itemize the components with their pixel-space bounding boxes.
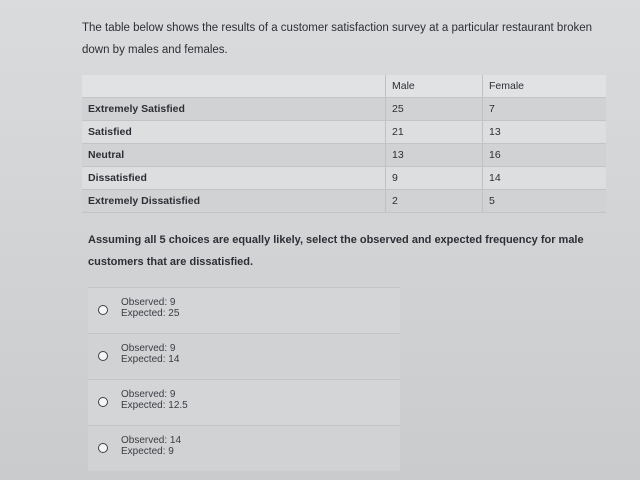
radio-button-icon[interactable] xyxy=(98,351,108,361)
answer-option-4[interactable] xyxy=(88,425,400,471)
male-count: 9 xyxy=(386,167,483,190)
option-text xyxy=(121,343,179,365)
female-count: 16 xyxy=(483,144,607,167)
answer-option-1[interactable] xyxy=(88,287,400,333)
table-row xyxy=(82,121,606,144)
observed-label: Observed: 9 xyxy=(121,389,176,400)
observed-label: Observed: 9 xyxy=(121,343,176,354)
expected-label: Expected: 25 xyxy=(121,308,180,319)
observed-label: Observed: 9 xyxy=(121,297,176,308)
radio-button-icon[interactable] xyxy=(98,397,108,407)
observed-label: Observed: 14 xyxy=(121,435,182,446)
intro-text: The table below shows the results of a customer satisfaction survey at a particular restaurant broken down by males and females. xyxy=(82,22,593,56)
expected-label: Expected: 14 xyxy=(121,354,180,365)
expected-label: Expected: 9 xyxy=(121,446,174,457)
radio-button-icon[interactable] xyxy=(98,305,108,315)
male-count: 13 xyxy=(386,144,483,167)
expected-label: Expected: 12.5 xyxy=(121,400,188,411)
row-label: Neutral xyxy=(82,144,386,167)
option-text xyxy=(121,435,181,457)
answer-option-3[interactable] xyxy=(88,379,400,425)
answer-option-2[interactable] xyxy=(88,333,400,379)
female-count: 7 xyxy=(483,98,607,121)
female-count: 13 xyxy=(483,121,607,144)
radio-button-icon[interactable] xyxy=(98,443,108,453)
table-row xyxy=(82,98,606,121)
question-text: Assuming all 5 choices are equally likely, select the observed and expected frequency for male customers that are dissatisfied. xyxy=(88,234,584,268)
row-label: Dissatisfied xyxy=(82,167,386,190)
header-cell-blank xyxy=(82,75,386,98)
male-count: 21 xyxy=(386,121,483,144)
row-label: Extremely Dissatisfied xyxy=(82,190,386,213)
row-label: Extremely Satisfied xyxy=(82,98,386,121)
header-cell-male: Male xyxy=(386,75,483,98)
answer-choices xyxy=(88,287,400,471)
male-count: 2 xyxy=(386,190,483,213)
table-row xyxy=(82,167,606,190)
table-row xyxy=(82,144,606,167)
option-text xyxy=(121,297,179,319)
table-header-row xyxy=(82,75,606,98)
row-label: Satisfied xyxy=(82,121,386,144)
table-row xyxy=(82,190,606,213)
female-count: 14 xyxy=(483,167,607,190)
survey-table xyxy=(82,75,606,213)
male-count: 25 xyxy=(386,98,483,121)
female-count: 5 xyxy=(483,190,607,213)
option-text xyxy=(121,389,188,411)
header-cell-female: Female xyxy=(483,75,607,98)
